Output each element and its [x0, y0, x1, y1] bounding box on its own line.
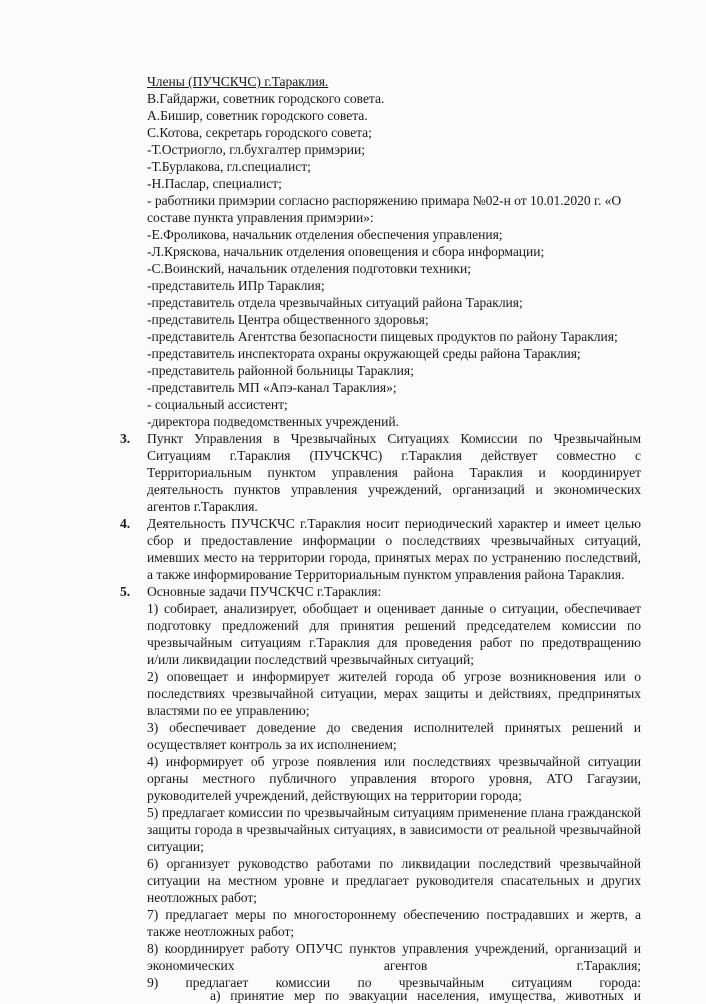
section-line: защиты города в чрезвычайных ситуациях, в зависимости от реальной чрезвычайной	[147, 822, 641, 837]
member-line: -представитель инспектората охраны окружающей среды района Тараклия;	[147, 346, 581, 361]
section-line: Пункт Управления в Чрезвычайных Ситуациях Комиссии по Чрезвычайным	[147, 431, 641, 446]
section-line: а) принятие мер по эвакуации населения, имущества, животных и	[210, 988, 641, 1003]
section-line: также неотложных работ;	[147, 924, 295, 939]
member-line: -Н.Паслар, специалист;	[147, 176, 282, 191]
section-number: 5.	[120, 584, 131, 599]
member-line: -С.Воинский, начальник отделения подготовки техники;	[147, 261, 471, 276]
member-line: составе пункта управления примэрии»:	[147, 210, 374, 225]
member-line: С.Котова, секретарь городского совета;	[147, 125, 372, 140]
section-number: 4.	[120, 516, 131, 531]
member-line: -представитель МП «Апэ-канал Тараклия»;	[147, 380, 397, 395]
section-line: руководителей учреждений, действующих на территории города;	[147, 788, 522, 803]
member-line: -представитель ИПр Тараклия;	[147, 278, 325, 293]
section-line: 3) обеспечивает доведение до сведения исполнителей принятых решений и	[147, 720, 641, 735]
section-line: деятельность пунктов управления учреждений, организаций и экономических	[147, 482, 641, 497]
member-line: -Т.Остриогло, гл.бухгалтер примэрии;	[147, 142, 365, 157]
member-line: -представитель Центра общественного здоровья;	[147, 312, 429, 327]
section-line: экономических агентов г.Тараклия;	[147, 958, 641, 973]
section-line: органы местного публичного управления второго уровня, АТО Гагаузии,	[147, 771, 641, 786]
section-line: ситуации на местном уровне и предлагает руководителя спасательных и других	[147, 873, 641, 888]
member-line: -представитель районной больницы Тараклия;	[147, 363, 414, 378]
section-line: 8) координирует работу ОПУЧС пунктов управления учреждений, организаций и	[147, 941, 641, 956]
section-line: ситуации;	[147, 839, 204, 854]
member-line: -представитель Агентства безопасности пищевых продуктов по району Тараклия;	[147, 329, 618, 344]
section-line: 9) предлагает комиссии по чрезвычайным ситуациям города:	[147, 975, 641, 990]
member-line: -Т.Бурлакова, гл.специалист;	[147, 159, 311, 174]
section-line: 6) организует руководство работами по ликвидации последствий чрезвычайной	[147, 856, 641, 871]
section-line: чрезвычайным ситуациям г.Тараклия для проведения работ по предотвращению	[147, 635, 641, 650]
section-line: Территориальным пунктом управления района Тараклия и координирует	[147, 465, 641, 480]
member-line: -Л.Кряскова, начальник отделения оповещения и сбора информации;	[147, 244, 545, 259]
member-line: В.Гайдаржи, советник городского совета.	[147, 91, 385, 106]
member-line: -представитель отдела чрезвычайных ситуаций района Тараклия;	[147, 295, 523, 310]
member-line: -директора подведомственных учреждений.	[147, 414, 399, 429]
section-line: властями по ее управлению;	[147, 703, 310, 718]
section-line: агентов г.Тараклия.	[147, 499, 258, 514]
section-line: Ситуациям г.Тараклия (ПУЧСКЧС) г.Тараклия действует совместно с	[147, 448, 641, 463]
section-line: Основные задачи ПУЧСКЧС г.Тараклия:	[147, 584, 382, 599]
section-line: 5) предлагает комиссии по чрезвычайным ситуациям применение плана гражданской	[147, 805, 641, 820]
section-line: 7) предлагает меры по многостороннему обеспечению пострадавших и жертв, а	[147, 907, 641, 922]
section-line: подготовку предложений для принятия решений председателем комиссии по	[147, 618, 641, 633]
section-line: имевших место на территории города, принятых мерах по устранению последствий,	[147, 550, 641, 565]
section-line: Деятельность ПУЧСКЧС г.Тараклия носит периодический характер и имеет целью	[147, 516, 641, 531]
section-line: 1) собирает, анализирует, обобщает и оценивает данные о ситуации, обеспечивает	[147, 601, 641, 616]
member-line: - социальный ассистент;	[147, 397, 288, 412]
section-line: 2) оповещает и информирует жителей города об угрозе возникновения или о	[147, 669, 641, 684]
member-line: А.Бишир, советник городского совета.	[147, 108, 368, 123]
section-line: осуществляет контроль за их исполнением;	[147, 737, 397, 752]
members-heading: Члены (ПУЧСКЧС) г.Тараклия.	[147, 74, 329, 89]
section-line: последствиях чрезвычайной ситуации, мерах защиты и действиях, предпринятых	[147, 686, 641, 701]
member-line: -Е.Фроликова, начальник отделения обеспечения управления;	[147, 227, 503, 242]
member-line: - работники примэрии согласно распоряжению примара №02-н от 10.01.2020 г. «О	[147, 193, 622, 208]
section-line: неотложных работ;	[147, 890, 257, 905]
section-line: 4) информирует об угрозе появления или последствиях чрезвычайной ситуации	[147, 754, 641, 769]
section-line: сбор и предоставление информации о последствиях чрезвычайных ситуаций,	[147, 533, 641, 548]
section-number: 3.	[120, 431, 131, 446]
section-line: и/или ликвидации последствий чрезвычайных ситуаций;	[147, 652, 474, 667]
section-line: а также информирование Территориальным пунктом управления района Тараклия.	[147, 567, 625, 582]
